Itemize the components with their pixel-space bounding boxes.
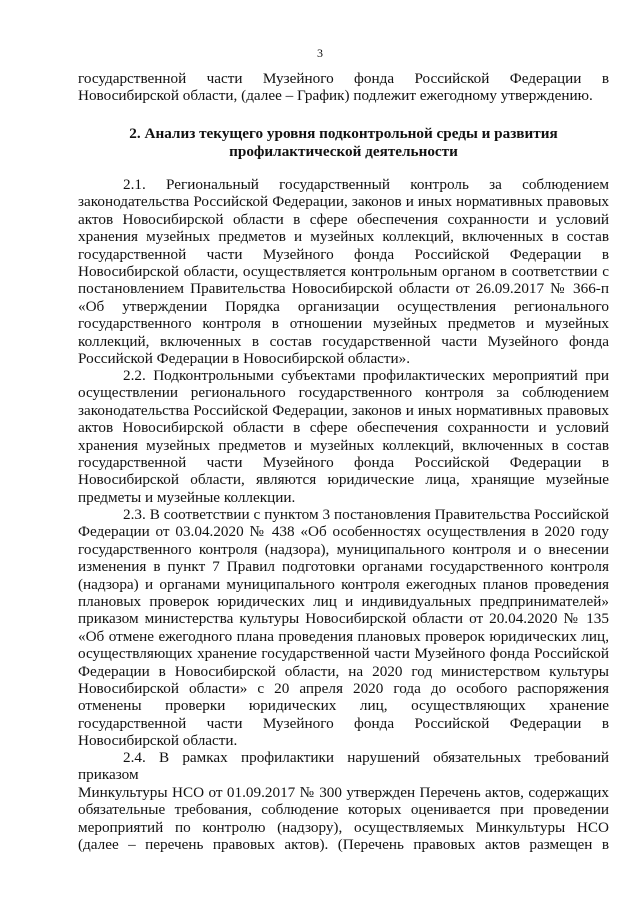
heading-line: профилактической деятельности — [229, 143, 458, 160]
text-line: хранения музейных предметов и музейных коллекций, включенных в состав — [78, 436, 609, 454]
page-number: 3 — [317, 46, 323, 60]
text-line: обязательные требования, соблюдение которых оценивается при проведении — [78, 801, 609, 819]
section-heading — [78, 125, 609, 161]
text-line: мероприятий по контролю (надзору), осуществляемых Минкультуры НСО — [78, 818, 609, 836]
text-line: коллекций, включенных в состав государственной части Музейного фонда — [78, 332, 609, 350]
text-line: плановых проверок юридических лиц и индивидуальных предпринимателей» — [78, 593, 609, 611]
text-line: отменены проверки юридических лиц, осуществляющих хранение — [78, 697, 609, 715]
text-line: государственной части Музейного фонда Российской Федерации в — [78, 714, 609, 732]
text-line: государственной части Музейного фонда Российской Федерации в — [78, 245, 609, 263]
text-line: Новосибирской области» с 20 апреля 2020 года до особого распоряжения — [78, 680, 609, 698]
text-line: Российской Федерации в Новосибирской области». — [78, 350, 411, 368]
text-line: законодательства Российской Федерации, законов и иных нормативных правовых — [78, 193, 609, 211]
text-line: актов Новосибирской области в сфере обеспечения сохранности и условий — [78, 210, 609, 228]
text-line: (далее – перечень правовых актов). (Перечень правовых актов размещен в — [78, 836, 609, 854]
text-line: изменения в пункт 7 Правил подготовки органами государственного контроля — [78, 558, 609, 576]
text-line: «Об отмене ежегодного плана проведения плановых проверок юридических лиц, — [78, 627, 609, 645]
text-line: актов Новосибирской области в сфере обеспечения сохранности и условий — [78, 419, 609, 437]
intro-paragraph — [78, 70, 609, 105]
text-line: 2.3. В соответствии с пунктом 3 постановления Правительства Российской — [123, 506, 609, 523]
text-line: «Об утверждении Порядка организации осуществления регионального — [78, 297, 609, 315]
paragraph-2-3 — [78, 506, 609, 750]
text-line: постановлением Правительства Новосибирской области от 26.09.2017 № 366-п — [78, 280, 609, 298]
text-line: Новосибирской области. — [78, 732, 238, 750]
text-line: государственной части Музейного фонда Российской Федерации в — [78, 454, 609, 472]
text-line: осуществляющих хранение государственной части Музейного фонда Российской — [78, 645, 609, 663]
text-line: Новосибирской области, являются юридические лица, хранящие музейные — [78, 471, 609, 489]
text-line: Минкультуры НСО от 01.09.2017 № 300 утвержден Перечень актов, содержащих — [78, 783, 609, 801]
text-line: Федерации в Новосибирской области, на 2020 год министерством культуры — [78, 662, 609, 680]
text-line: осуществлении регионального государственного контроля за соблюдением — [78, 384, 609, 402]
text-line: хранения музейных предметов и музейных коллекций, включенных в состав — [78, 228, 609, 246]
text-line: (надзора) и органами муниципального контроля ежегодных планов проведения — [78, 575, 609, 593]
text-line: 2.1. Региональный государственный контроль за соблюдением — [123, 176, 609, 193]
text-line: государственного контроля (надзора), муниципального контроля и о внесении — [78, 540, 609, 558]
text-line: Федерации от 03.04.2020 № 438 «Об особенностях осуществления в 2020 году — [78, 523, 609, 541]
text-line: Новосибирской области, (далее – График) подлежит ежегодному утверждению. — [78, 87, 593, 105]
text-line: 2.4. В рамках профилактики нарушений обязательных требований приказом — [78, 749, 609, 784]
text-line: приказом министерства культуры Новосибирской области от 20.04.2020 № 135 — [78, 610, 609, 628]
text-line: государственного контроля в отношении музейных предметов и музейных — [78, 315, 609, 333]
text-line: Новосибирской области, осуществляется контрольным органом в соответствии с — [78, 263, 609, 281]
text-line: государственной части Музейного фонда Российской Федерации в — [78, 70, 609, 87]
text-line: 2.2. Подконтрольными субъектами профилактических мероприятий при — [123, 367, 609, 384]
text-line: предметы и музейные коллекции. — [78, 488, 296, 506]
heading-line: 2. Анализ текущего уровня подконтрольной среды и развития — [129, 125, 558, 142]
paragraph-2-1 — [78, 176, 609, 367]
paragraph-2-4 — [78, 749, 609, 853]
paragraph-2-2 — [78, 367, 609, 506]
text-line: законодательства Российской Федерации, законов и иных нормативных правовых — [78, 401, 609, 419]
